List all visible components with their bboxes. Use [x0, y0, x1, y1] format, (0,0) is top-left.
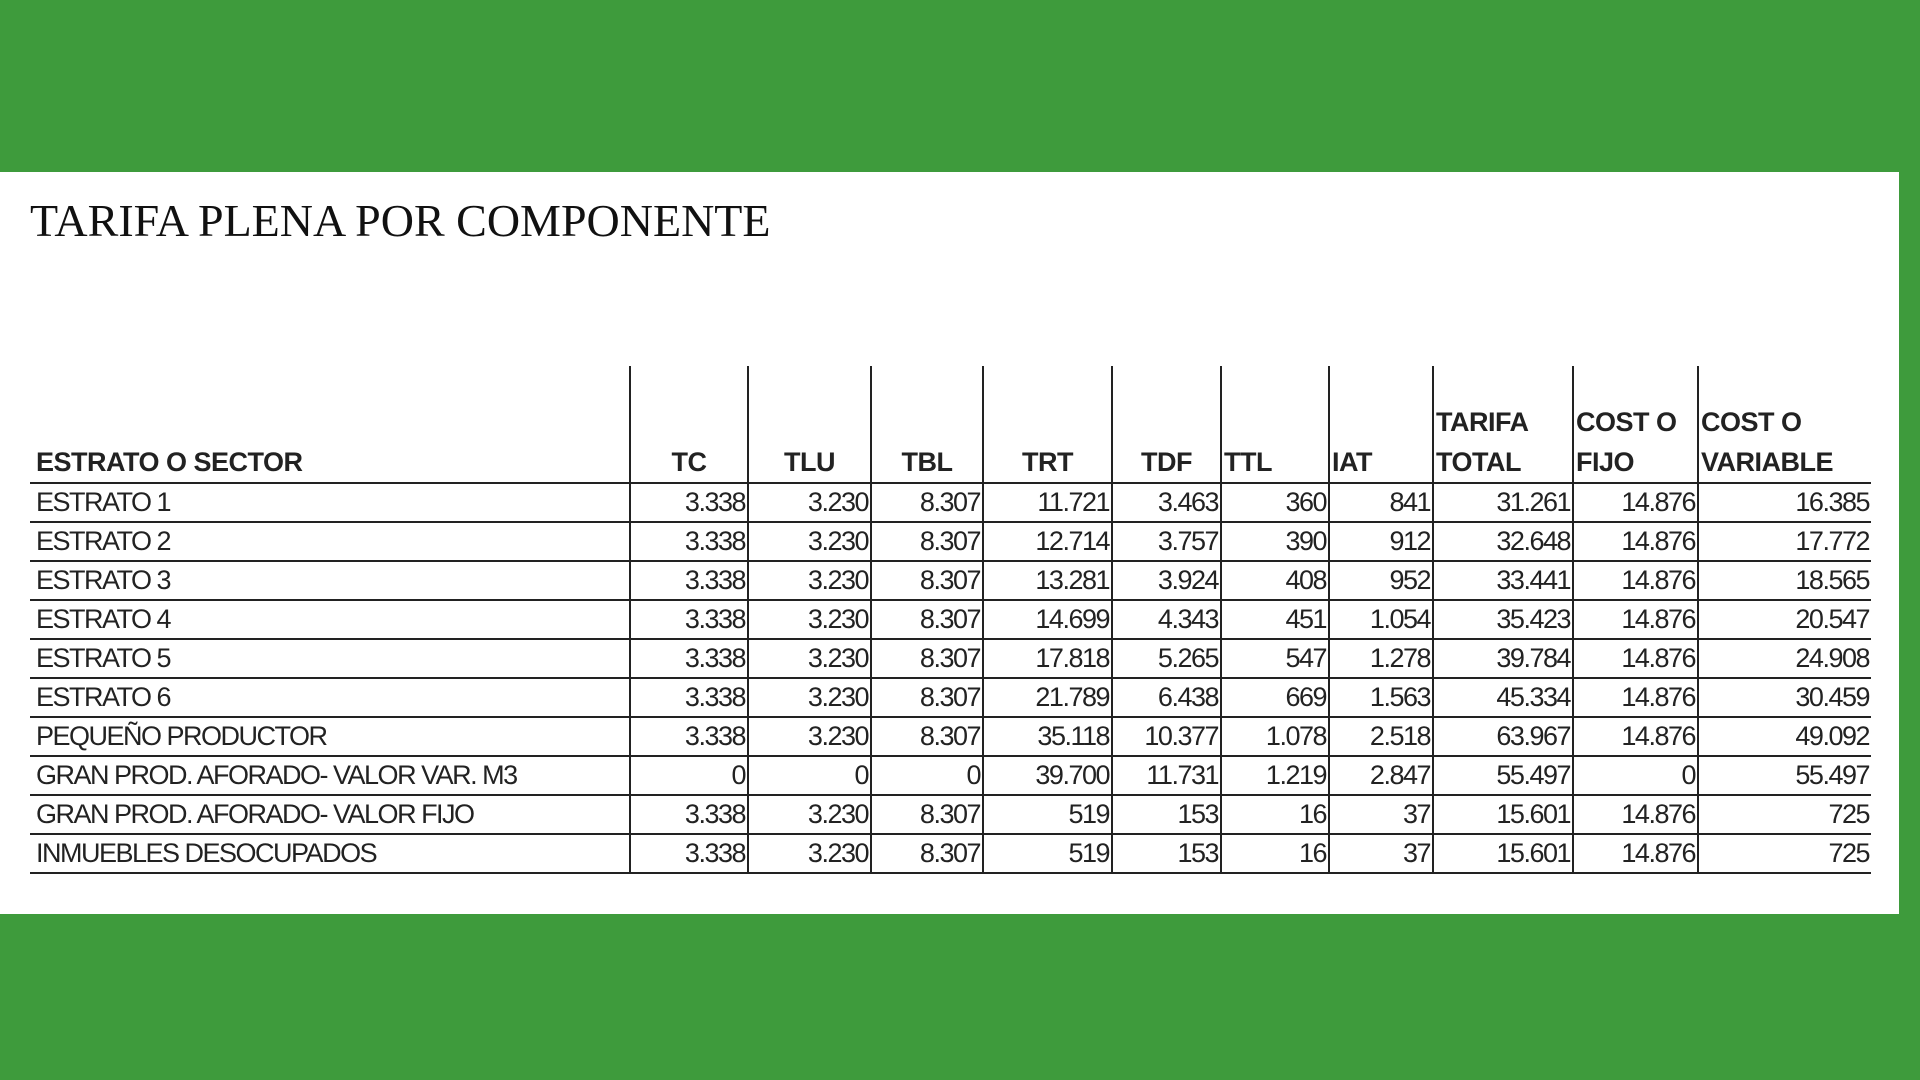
cell-tc: 3.338 [630, 834, 748, 873]
table-row [30, 717, 1871, 756]
cell-tdf: 5.265 [1112, 639, 1221, 678]
table-row [30, 600, 1871, 639]
cell-iat: 841 [1329, 483, 1433, 522]
cell-costo-fijo: 14.876 [1573, 561, 1698, 600]
cell-ttl: 390 [1221, 522, 1329, 561]
row-label: ESTRATO 6 [30, 678, 630, 717]
cell-tlu: 3.230 [748, 600, 871, 639]
cell-tc: 3.338 [630, 795, 748, 834]
cell-ttl: 408 [1221, 561, 1329, 600]
cell-tbl: 8.307 [871, 561, 983, 600]
cell-tarifa-total: 45.334 [1433, 678, 1573, 717]
row-label: ESTRATO 4 [30, 600, 630, 639]
cell-costo-variable: 24.908 [1698, 639, 1871, 678]
cell-tbl: 8.307 [871, 678, 983, 717]
row-label: ESTRATO 2 [30, 522, 630, 561]
cell-trt: 21.789 [983, 678, 1112, 717]
header-tc: TC [630, 366, 748, 483]
cell-ttl: 16 [1221, 834, 1329, 873]
table-row [30, 483, 1871, 522]
cell-tbl: 8.307 [871, 483, 983, 522]
cell-trt: 11.721 [983, 483, 1112, 522]
header-tarifa-total: TARIFA TOTAL [1433, 366, 1573, 483]
cell-tc: 3.338 [630, 678, 748, 717]
row-label: ESTRATO 1 [30, 483, 630, 522]
cell-costo-variable: 55.497 [1698, 756, 1871, 795]
cell-costo-fijo: 14.876 [1573, 600, 1698, 639]
cell-trt: 17.818 [983, 639, 1112, 678]
cell-tbl: 0 [871, 756, 983, 795]
cell-tbl: 8.307 [871, 600, 983, 639]
cell-tlu: 0 [748, 756, 871, 795]
cell-tarifa-total: 39.784 [1433, 639, 1573, 678]
cell-tdf: 153 [1112, 795, 1221, 834]
cell-tc: 3.338 [630, 639, 748, 678]
cell-tarifa-total: 33.441 [1433, 561, 1573, 600]
cell-tarifa-total: 55.497 [1433, 756, 1573, 795]
cell-trt: 519 [983, 834, 1112, 873]
cell-iat: 912 [1329, 522, 1433, 561]
table-row [30, 834, 1871, 873]
cell-tarifa-total: 31.261 [1433, 483, 1573, 522]
cell-tlu: 3.230 [748, 795, 871, 834]
table-row [30, 561, 1871, 600]
header-tdf: TDF [1112, 366, 1221, 483]
cell-tdf: 153 [1112, 834, 1221, 873]
cell-tlu: 3.230 [748, 522, 871, 561]
cell-ttl: 669 [1221, 678, 1329, 717]
cell-tlu: 3.230 [748, 639, 871, 678]
header-costo-variable: COST O VARIABLE [1698, 366, 1871, 483]
cell-tc: 0 [630, 756, 748, 795]
cell-tarifa-total: 35.423 [1433, 600, 1573, 639]
cell-costo-variable: 20.547 [1698, 600, 1871, 639]
cell-tbl: 8.307 [871, 639, 983, 678]
table-row [30, 639, 1871, 678]
cell-tdf: 11.731 [1112, 756, 1221, 795]
cell-iat: 1.278 [1329, 639, 1433, 678]
cell-tarifa-total: 15.601 [1433, 795, 1573, 834]
row-label: GRAN PROD. AFORADO- VALOR VAR. M3 [30, 756, 630, 795]
cell-ttl: 16 [1221, 795, 1329, 834]
row-label: GRAN PROD. AFORADO- VALOR FIJO [30, 795, 630, 834]
cell-tc: 3.338 [630, 483, 748, 522]
header-tlu: TLU [748, 366, 871, 483]
table-row [30, 522, 1871, 561]
table-header-row [30, 366, 1871, 483]
cell-tdf: 3.463 [1112, 483, 1221, 522]
cell-costo-fijo: 14.876 [1573, 483, 1698, 522]
row-label: ESTRATO 3 [30, 561, 630, 600]
cell-tdf: 6.438 [1112, 678, 1221, 717]
cell-trt: 14.699 [983, 600, 1112, 639]
cell-tc: 3.338 [630, 717, 748, 756]
cell-tdf: 3.924 [1112, 561, 1221, 600]
cell-tdf: 4.343 [1112, 600, 1221, 639]
cell-tbl: 8.307 [871, 795, 983, 834]
cell-tbl: 8.307 [871, 522, 983, 561]
tariff-table [30, 366, 1871, 874]
header-ttl: TTL [1221, 366, 1329, 483]
cell-trt: 39.700 [983, 756, 1112, 795]
cell-trt: 12.714 [983, 522, 1112, 561]
cell-costo-fijo: 14.876 [1573, 678, 1698, 717]
cell-costo-variable: 725 [1698, 834, 1871, 873]
cell-tlu: 3.230 [748, 561, 871, 600]
cell-costo-fijo: 14.876 [1573, 795, 1698, 834]
table-row [30, 678, 1871, 717]
cell-trt: 35.118 [983, 717, 1112, 756]
cell-trt: 519 [983, 795, 1112, 834]
cell-tlu: 3.230 [748, 834, 871, 873]
cell-iat: 1.054 [1329, 600, 1433, 639]
cell-costo-fijo: 14.876 [1573, 717, 1698, 756]
cell-ttl: 1.219 [1221, 756, 1329, 795]
cell-ttl: 360 [1221, 483, 1329, 522]
cell-costo-fijo: 0 [1573, 756, 1698, 795]
page-title: TARIFA PLENA POR COMPONENTE [30, 195, 771, 246]
cell-tlu: 3.230 [748, 483, 871, 522]
row-label: PEQUEÑO PRODUCTOR [30, 717, 630, 756]
table-row [30, 756, 1871, 795]
cell-costo-variable: 16.385 [1698, 483, 1871, 522]
cell-tdf: 10.377 [1112, 717, 1221, 756]
header-costo-fijo: COST O FIJO [1573, 366, 1698, 483]
cell-tlu: 3.230 [748, 717, 871, 756]
cell-tbl: 8.307 [871, 717, 983, 756]
row-label: ESTRATO 5 [30, 639, 630, 678]
cell-tarifa-total: 15.601 [1433, 834, 1573, 873]
cell-costo-variable: 49.092 [1698, 717, 1871, 756]
header-iat: IAT [1329, 366, 1433, 483]
cell-costo-variable: 17.772 [1698, 522, 1871, 561]
cell-ttl: 1.078 [1221, 717, 1329, 756]
cell-tarifa-total: 32.648 [1433, 522, 1573, 561]
cell-tc: 3.338 [630, 522, 748, 561]
cell-iat: 2.847 [1329, 756, 1433, 795]
cell-tlu: 3.230 [748, 678, 871, 717]
cell-tc: 3.338 [630, 600, 748, 639]
header-tbl: TBL [871, 366, 983, 483]
cell-costo-variable: 30.459 [1698, 678, 1871, 717]
cell-costo-fijo: 14.876 [1573, 522, 1698, 561]
cell-iat: 37 [1329, 795, 1433, 834]
cell-iat: 37 [1329, 834, 1433, 873]
table-row [30, 795, 1871, 834]
cell-costo-variable: 18.565 [1698, 561, 1871, 600]
cell-costo-fijo: 14.876 [1573, 639, 1698, 678]
cell-ttl: 547 [1221, 639, 1329, 678]
cell-tbl: 8.307 [871, 834, 983, 873]
cell-trt: 13.281 [983, 561, 1112, 600]
cell-tdf: 3.757 [1112, 522, 1221, 561]
row-label: INMUEBLES DESOCUPADOS [30, 834, 630, 873]
cell-costo-variable: 725 [1698, 795, 1871, 834]
cell-iat: 1.563 [1329, 678, 1433, 717]
cell-iat: 952 [1329, 561, 1433, 600]
cell-costo-fijo: 14.876 [1573, 834, 1698, 873]
cell-tarifa-total: 63.967 [1433, 717, 1573, 756]
header-estrato-o-sector: ESTRATO O SECTOR [30, 366, 630, 483]
cell-iat: 2.518 [1329, 717, 1433, 756]
cell-tc: 3.338 [630, 561, 748, 600]
document-panel [0, 172, 1899, 914]
cell-ttl: 451 [1221, 600, 1329, 639]
header-trt: TRT [983, 366, 1112, 483]
